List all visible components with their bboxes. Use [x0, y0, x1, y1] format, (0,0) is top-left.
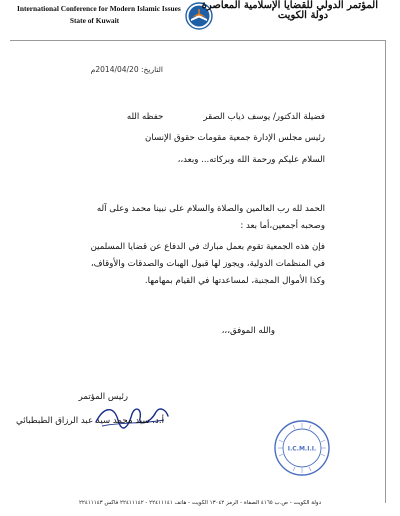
- stamp-text: I.C.M.I.I.: [287, 445, 317, 453]
- recipient-line: [127, 112, 325, 122]
- header-english: [17, 4, 181, 25]
- org-name-en: International Conference for Modern Islamic Issues: [17, 4, 181, 13]
- body-paragraph-2-line-1: فإن هذه الجمعية تقوم بعمل مبارك في الدفاع عن قضايا المسلمين: [90, 242, 325, 252]
- recipient-title: رئيس مجلس الإدارة جمعية مقومات حقوق الإنسان: [145, 133, 325, 143]
- body-paragraph-2-line-3: وكذا الأموال المجنبة، لمساعدتها في القيام بمهامها.: [144, 276, 325, 286]
- greeting: السلام عليكم ورحمة الله وبركاته... وبعد،،: [177, 155, 325, 165]
- signatory-title: رئيس المؤتمر: [78, 392, 128, 402]
- official-stamp: [273, 419, 331, 477]
- footer-contact: دولة الكويت - ص.ب ٤١٦٥ الصفاة - الرمز ١٣٠٤٢ الكويت - هاتف ٢٢٤١١١٤١ - ٢٢٤١١١٤٢ فاكس ٢٢٤١١١٤٣: [78, 500, 322, 506]
- org-name-ar: المؤتمر الدولي للقضايا الإسلامية المعاصرة: [201, 0, 378, 11]
- org-country-en: State of Kuwait: [69, 16, 120, 25]
- signatory-name: أ.د. سيد محمد سيد عبد الرزاق الطبطبائي: [16, 416, 164, 426]
- body-paragraph-2-line-2: في المنظمات الدولية، ويجوز لها قبول الهبات والصدقات والأوقاف،: [90, 259, 325, 269]
- org-country-ar: دولة الكويت: [277, 10, 329, 21]
- body-paragraph-1-line-1: الحمد لله رب العالمين والصلاة والسلام على نبينا محمد وعلى آله: [96, 204, 325, 214]
- recipient-name: فضيلة الدكتور/ يوسف ذياب الصقر: [203, 112, 325, 122]
- closing-line: والله الموفق،،،: [221, 326, 275, 336]
- body-paragraph-1-line-2: وصحبه أجمعين،أما بعد :: [240, 221, 325, 231]
- recipient-honorific: حفظه الله: [126, 112, 164, 122]
- header-arabic: [201, 0, 378, 21]
- letter-date: التاريخ: 2014/04/20م: [90, 65, 163, 74]
